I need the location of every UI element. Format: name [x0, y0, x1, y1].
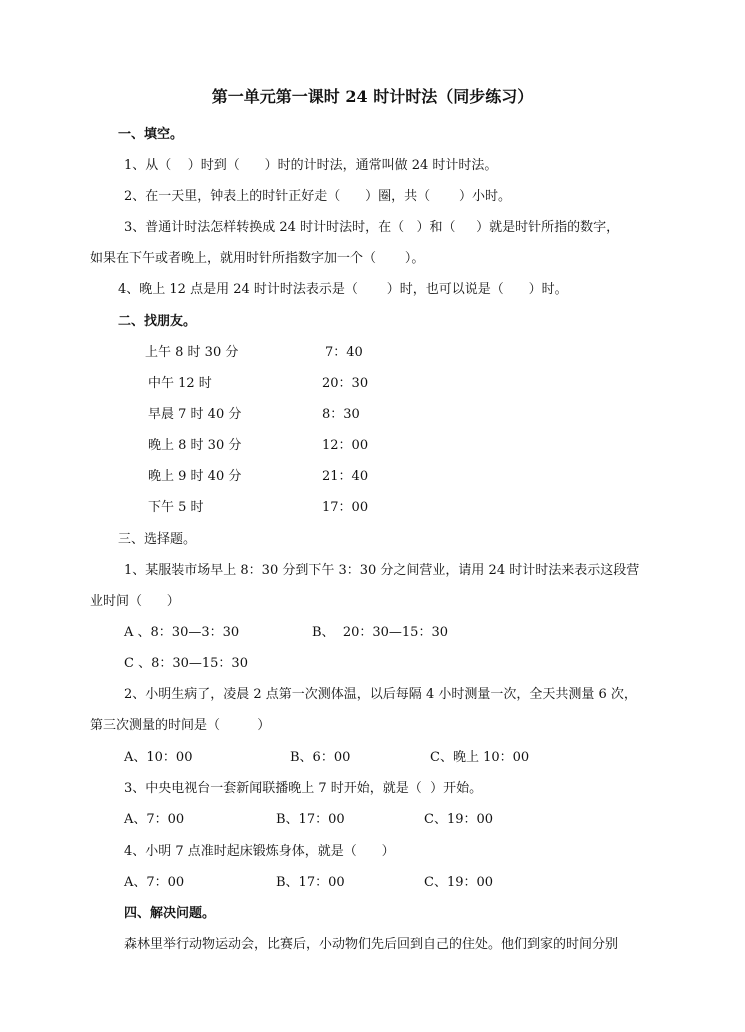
choice-question-1-line-2: 业时间（ ） [90, 594, 180, 609]
match-right-item: 7：40 [325, 345, 363, 360]
fill-blank-question-1: 1、从（ ）时到（ ）时的计时法，通常叫做 24 时计时法。 [124, 158, 498, 173]
match-right-item: 17：00 [322, 500, 369, 515]
choice-question-3-option-b: B、17：00 [276, 812, 345, 827]
section-2-heading: 二、找朋友。 [118, 314, 197, 329]
choice-question-3-option-a: A、7：00 [124, 812, 185, 827]
match-left-item: 早晨 7 时 40 分 [148, 407, 242, 422]
match-right-item: 8：30 [322, 407, 360, 422]
choice-question-4-option-c: C、19：00 [424, 875, 494, 890]
choice-question-2-option-a: A、10：00 [124, 750, 193, 765]
page-title: 第一单元第一课时 24 时计时法（同步练习） [211, 87, 534, 106]
choice-question-2-option-b: B、6：00 [290, 750, 351, 765]
fill-blank-question-2: 2、在一天里，钟表上的时针正好走（ ）圈，共（ ）小时。 [124, 189, 511, 204]
match-left-item: 晚上 8 时 30 分 [148, 438, 242, 453]
choice-question-4: 4、小明 7 点准时起床锻炼身体，就是（ ） [124, 844, 395, 859]
section-4-heading: 四、解决问题。 [124, 906, 216, 921]
section-1-heading: 一、填空。 [118, 127, 184, 142]
choice-question-2-option-c: C、晚上 10：00 [430, 750, 530, 765]
match-right-item: 21：40 [322, 469, 369, 484]
choice-question-1-line-1: 1、某服装市场早上 8：30 分到下午 3：30 分之间营业，请用 24 时计时法来表示这段营 [124, 563, 640, 578]
fill-blank-question-4: 4、晚上 12 点是用 24 时计时法表示是（ ）时，也可以说是（ ）时。 [118, 282, 568, 297]
match-left-item: 上午 8 时 30 分 [145, 345, 239, 360]
choice-question-1-option-b: B、 20：30—15：30 [312, 625, 448, 640]
problem-text: 森林里举行动物运动会，比赛后，小动物们先后回到自己的住处。他们到家的时间分别 [124, 937, 619, 952]
match-left-item: 下午 5 时 [148, 500, 204, 515]
choice-question-1-option-a: A 、8：30—3：30 [124, 625, 240, 640]
match-left-item: 晚上 9 时 40 分 [148, 469, 242, 484]
choice-question-3-option-c: C、19：00 [424, 812, 494, 827]
choice-question-2-line-2: 第三次测量的时间是（ ） [90, 718, 271, 733]
section-3-heading: 三、选择题。 [118, 532, 197, 547]
choice-question-3: 3、中央电视台一套新闻联播晚上 7 时开始，就是（ ）开始。 [124, 781, 483, 796]
match-right-item: 20：30 [322, 376, 369, 391]
choice-question-1-option-c: C 、8：30—15：30 [124, 656, 248, 671]
match-right-item: 12：00 [322, 438, 369, 453]
fill-blank-question-3-line-2: 如果在下午或者晚上，就用时针所指数字加一个（ ）。 [90, 251, 425, 266]
fill-blank-question-3-line-1: 3、普通计时法怎样转换成 24 时计时法时，在（ ）和（ ）就是时针所指的数字， [124, 220, 620, 235]
choice-question-2-line-1: 2、小明生病了，凌晨 2 点第一次测体温，以后每隔 4 小时测量一次，全天共测量 6 次， [124, 687, 637, 702]
choice-question-4-option-b: B、17：00 [276, 875, 345, 890]
choice-question-4-option-a: A、7：00 [124, 875, 185, 890]
match-left-item: 中午 12 时 [148, 376, 212, 391]
